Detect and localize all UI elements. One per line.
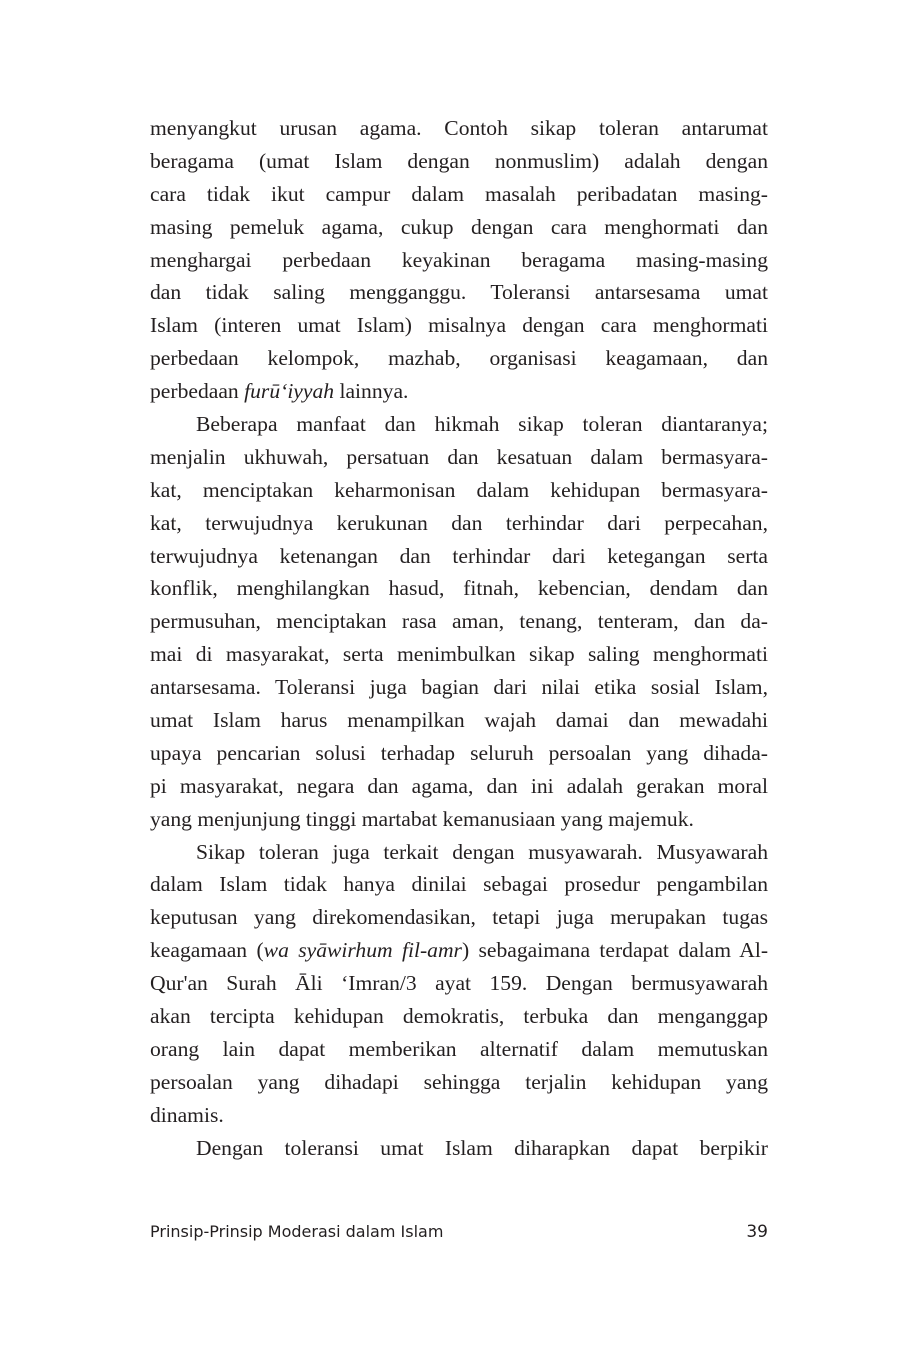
paragraph-3 xyxy=(150,836,768,1132)
text-line: antarsesama. Toleransi juga bagian dari nilai etika sosial Islam, xyxy=(150,675,768,700)
text-line: terwujudnya ketenangan dan terhindar dari ketegangan serta xyxy=(150,543,768,568)
text-line xyxy=(150,934,768,967)
paragraph-2 xyxy=(150,408,768,836)
text-line: akan tercipta kehidupan demokratis, terbuka dan menganggap xyxy=(150,1004,768,1029)
text-line: menjalin ukhuwah, persatuan dan kesatuan dalam bermasyara- xyxy=(150,444,768,469)
text-line: orang lain dapat memberikan alternatif dalam memutuskan xyxy=(150,1036,768,1061)
italic-term: wa syāwirhum fil-amr xyxy=(263,938,462,963)
text-line: dan tidak saling mengganggu. Toleransi antarsesama umat xyxy=(150,280,768,305)
text-line: Sikap toleran juga terkait dengan musyawarah. Musyawarah xyxy=(196,839,768,864)
text-line: kat, menciptakan keharmonisan dalam kehidupan bermasyara- xyxy=(150,477,768,502)
text-line: kat, terwujudnya kerukunan dan terhindar dari perpecahan, xyxy=(150,510,768,535)
text-line: dalam Islam tidak hanya dinilai sebagai prosedur pengambilan xyxy=(150,872,768,897)
text-line: Beberapa manfaat dan hikmah sikap toleran diantaranya; xyxy=(196,412,768,437)
text-line: masing pemeluk agama, cukup dengan cara menghormati dan xyxy=(150,214,768,239)
page-footer xyxy=(150,1222,768,1242)
text-line: Islam (interen umat Islam) misalnya dengan cara menghormati xyxy=(150,313,768,338)
text-line: yang menjunjung tinggi martabat kemanusiaan yang majemuk. xyxy=(150,806,694,831)
text-line: Dengan toleransi umat Islam diharapkan dapat berpikir xyxy=(196,1135,768,1160)
text-line: pi masyarakat, negara dan agama, dan ini adalah gerakan moral xyxy=(150,773,768,798)
running-title: Prinsip-Prinsip Moderasi dalam Islam xyxy=(150,1222,444,1241)
text-line: konflik, menghilangkan hasud, fitnah, kebencian, dendam dan xyxy=(150,576,768,601)
text-line: mai di masyarakat, serta menimbulkan sikap saling menghormati xyxy=(150,642,768,667)
text-span: lainnya. xyxy=(334,379,409,404)
text-line: umat Islam harus menampilkan wajah damai dan mewadahi xyxy=(150,708,768,733)
page-number: 39 xyxy=(746,1222,768,1242)
text-line: cara tidak ikut campur dalam masalah peribadatan masing- xyxy=(150,181,768,206)
text-line: Qur'an Surah Āli ‘Imran/3 ayat 159. Dengan bermusyawarah xyxy=(150,971,768,996)
text-line: dinamis. xyxy=(150,1102,224,1127)
text-span: perbedaan xyxy=(150,379,245,404)
text-line: perbedaan kelompok, mazhab, organisasi keagamaan, dan xyxy=(150,346,768,371)
text-line: keputusan yang direkomendasikan, tetapi juga merupakan tugas xyxy=(150,905,768,930)
text-line: upaya pencarian solusi terhadap seluruh persoalan yang dihada- xyxy=(150,740,768,765)
text-line xyxy=(150,375,768,408)
paragraph-1 xyxy=(150,112,768,408)
text-span: keagamaan ( xyxy=(150,938,264,963)
italic-term: furū‘iyyah xyxy=(244,379,335,404)
text-line: beragama (umat Islam dengan nonmuslim) adalah dengan xyxy=(150,148,768,173)
text-line: permusuhan, menciptakan rasa aman, tenang, tenteram, dan da- xyxy=(150,609,768,634)
page-body xyxy=(150,112,768,1165)
text-span: ) sebagaimana terdapat dalam Al- xyxy=(461,938,769,963)
paragraph-4 xyxy=(150,1132,768,1165)
text-line: menyangkut urusan agama. Contoh sikap toleran antarumat xyxy=(150,116,768,140)
text-line: menghargai perbedaan keyakinan beragama masing-masing xyxy=(150,247,768,272)
text-line: persoalan yang dihadapi sehingga terjalin kehidupan yang xyxy=(150,1069,768,1094)
